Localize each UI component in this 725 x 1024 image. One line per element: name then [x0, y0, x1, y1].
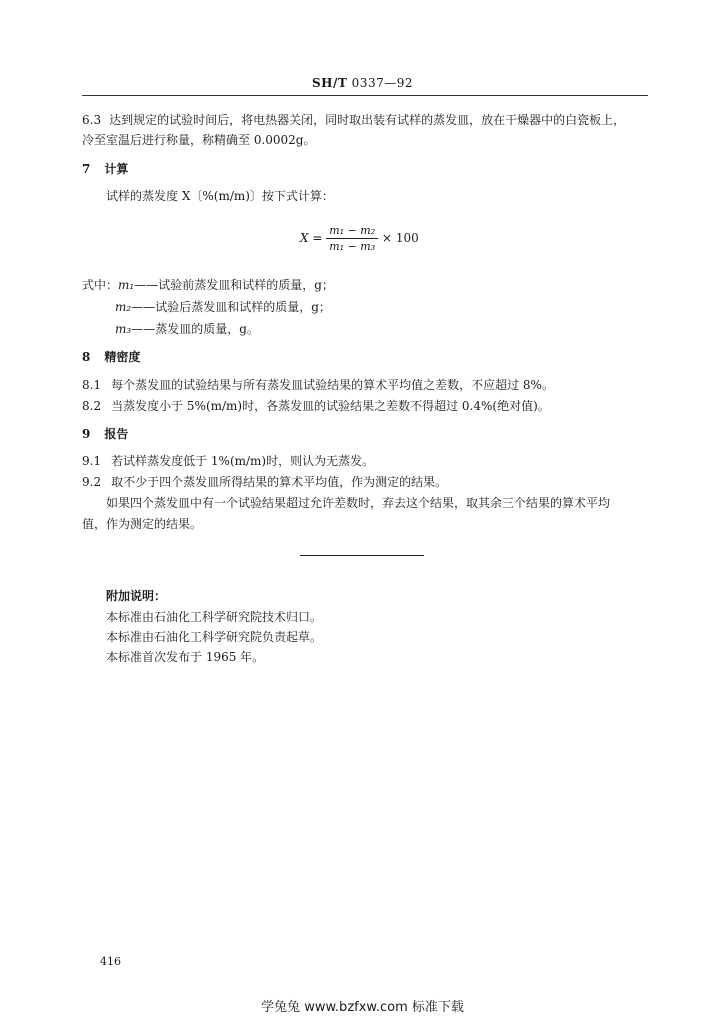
var-symbol: m₂ [115, 300, 132, 314]
calc-intro: 试样的蒸发度 X〔%(m/m)〕按下式计算： [106, 189, 334, 203]
section-7-heading [82, 160, 128, 177]
clause-text: 每个蒸发皿的试验结果与所有蒸发皿试验结果的算术平均值之差数，不应超过 8%。 [111, 378, 554, 392]
var-symbol: m₁ [118, 278, 135, 292]
end-rule [300, 555, 424, 556]
var-m2 [115, 298, 331, 315]
var-desc: ——试验前蒸发皿和试样的质量，g； [134, 278, 334, 292]
section-9-heading [82, 425, 128, 442]
clause-text: 取不少于四个蒸发皿所得结果的算术平均值，作为测定的结果。 [111, 475, 448, 489]
document-code [0, 76, 725, 90]
section-number: 7 [82, 162, 91, 176]
section-number: 8 [82, 350, 91, 364]
clause-text: 若试样蒸发度低于 1%(m/m)时，则认为无蒸发。 [111, 454, 375, 468]
var-m3 [115, 320, 259, 337]
header-rule [82, 95, 648, 96]
report-para-line2: 值，作为测定的结果。 [82, 517, 203, 531]
section-title: 计算 [104, 162, 129, 176]
section-title: 精密度 [104, 350, 141, 364]
formula-factor: × 100 [381, 231, 419, 245]
formula-lhs: X = [300, 231, 323, 245]
footer-watermark: 学兔兔 www.bzfxw.com 标准下载 [261, 1000, 464, 1015]
code-prefix: SH/T [312, 76, 348, 90]
report-para-line1: 如果四个蒸发皿中有一个试验结果超过允许差数时，弃去这个结果，取其余三个结果的算术平均 [106, 496, 611, 510]
note-line: 本标准首次发布于 1965 年。 [106, 650, 265, 664]
note-line: 本标准由石油化工科学研究院技术归口。 [106, 610, 323, 624]
section-number: 9 [82, 427, 91, 441]
clause-text: 达到规定的试验时间后，将电热器关闭，同时取出装有试样的蒸发皿，放在干燥器中的白瓷板上， [109, 113, 626, 127]
formula-denominator: m₁ − m₃ [329, 240, 376, 253]
section-8-heading [82, 348, 140, 365]
clause-6-3-line2: 冷至室温后进行称量，称精确至 0.0002g。 [82, 133, 316, 147]
var-desc: ——试验后蒸发皿和试样的质量，g； [131, 300, 331, 314]
section-title: 报告 [104, 427, 129, 441]
formula-fraction [326, 224, 378, 253]
clause-9-2 [82, 473, 447, 490]
code-number: 0337—92 [351, 76, 413, 90]
clause-6-3-line1 [82, 111, 625, 128]
note-line: 本标准由石油化工科学研究院负责起草。 [106, 630, 323, 644]
clause-number: 8.1 [82, 378, 102, 392]
page-number: 416 [100, 955, 121, 968]
formula [300, 224, 419, 253]
clause-number: 8.2 [82, 399, 102, 413]
clause-9-1 [82, 452, 374, 469]
var-desc: ——蒸发皿的质量，g。 [131, 322, 259, 336]
clause-number: 6.3 [82, 113, 102, 127]
where-prefix: 式中： [82, 278, 119, 292]
clause-8-1 [82, 376, 554, 393]
note-title: 附加说明： [106, 589, 167, 603]
clause-number: 9.1 [82, 454, 102, 468]
clause-8-2 [82, 397, 550, 414]
var-m1 [82, 276, 334, 293]
var-symbol: m₃ [115, 322, 132, 336]
clause-text: 当蒸发度小于 5%(m/m)时，各蒸发皿的试验结果之差数不得超过 0.4%(绝对值)。 [111, 399, 550, 413]
clause-number: 9.2 [82, 475, 102, 489]
formula-numerator: m₁ − m₂ [326, 224, 378, 239]
